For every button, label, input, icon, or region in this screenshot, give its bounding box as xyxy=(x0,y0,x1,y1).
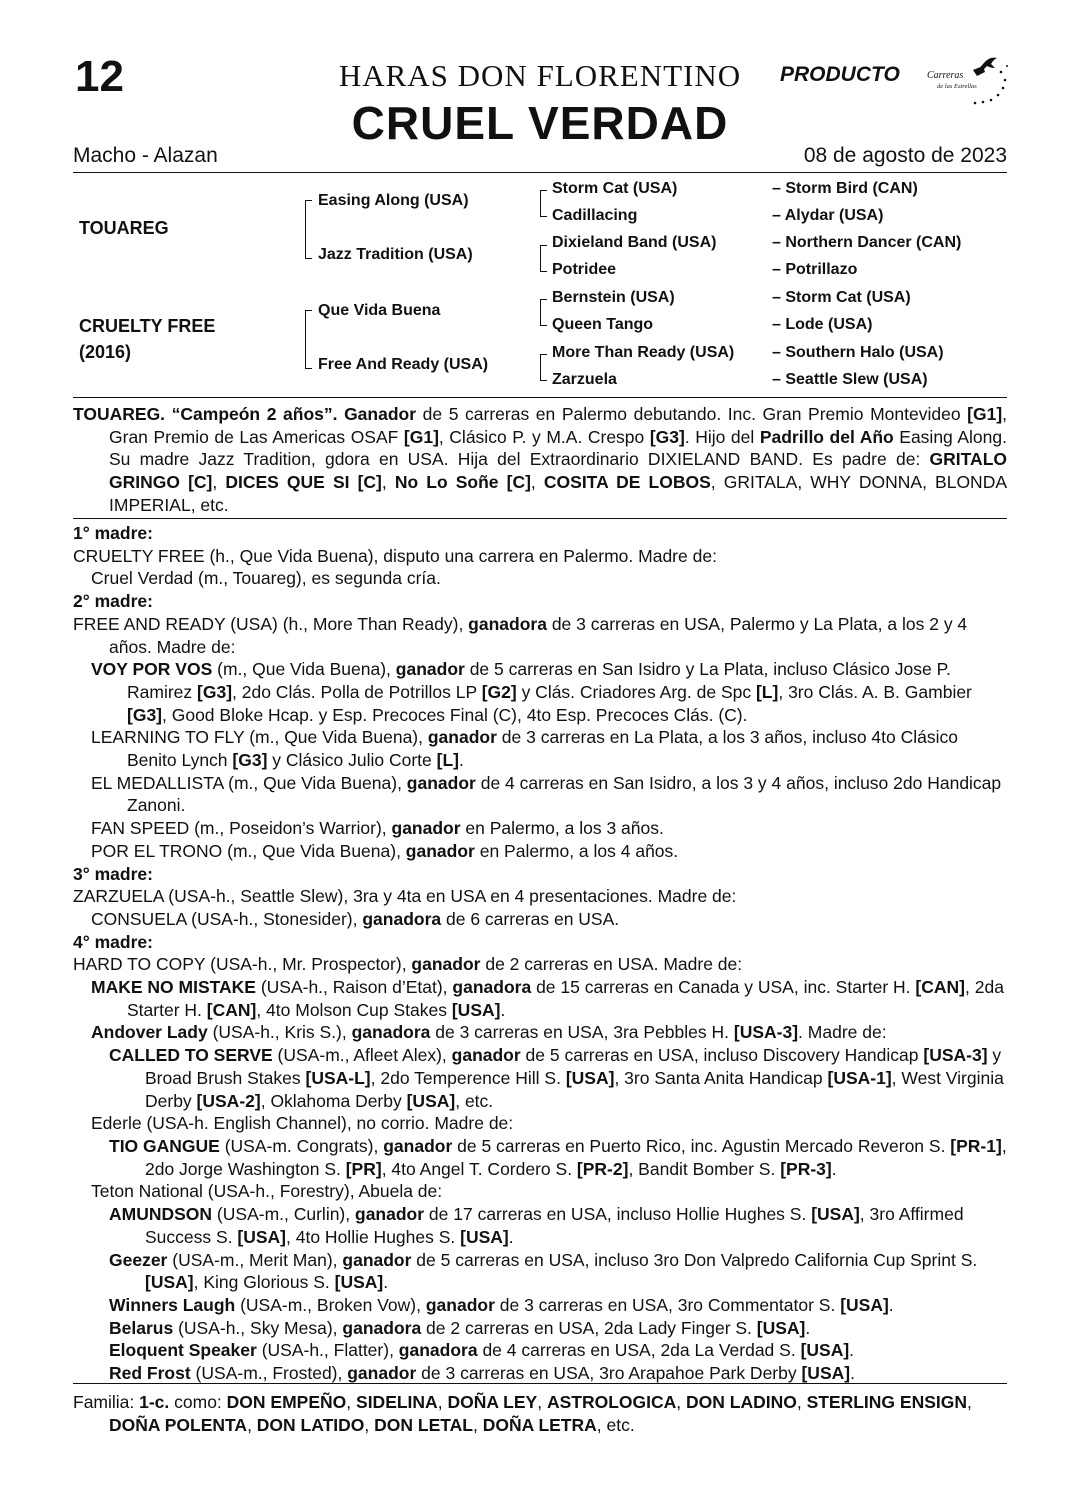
bold-text: Red Frost xyxy=(109,1363,191,1384)
bold-text: VOY POR VOS xyxy=(91,659,213,680)
bold-text: [USA] xyxy=(800,1340,850,1361)
bold-text: MAKE NO MISTAKE xyxy=(91,977,256,998)
text: 3° madre: xyxy=(73,863,153,884)
pedigree-gen4: Seattle Slew (USA) xyxy=(785,371,928,388)
text: (USA-m., Broken Vow), xyxy=(235,1294,426,1315)
family-entry xyxy=(73,840,1007,863)
bold-text: ganadora xyxy=(452,977,532,998)
text: en Palermo, a los 4 años. xyxy=(474,840,679,861)
bold-text: GRITALO GRINGO [C] xyxy=(109,449,1007,493)
family-entry xyxy=(73,658,1007,726)
text: , 4to Hollie Hughes S. xyxy=(286,1226,461,1247)
text: . Hijo del xyxy=(684,426,760,447)
bold-text: Andover Lady xyxy=(91,1022,208,1043)
text: de 17 carreras en USA, incluso Hollie Hughes S. xyxy=(424,1204,812,1225)
family-entry xyxy=(73,1249,1007,1294)
bold-text: ganadora xyxy=(468,613,547,634)
bold-text: [USA-2] xyxy=(196,1090,261,1111)
text: . xyxy=(849,1340,855,1361)
bold-text: [USA] xyxy=(334,1272,384,1293)
bold-text: ganador xyxy=(427,727,497,748)
family-entry xyxy=(73,1021,1007,1044)
bold-text: [USA-3] xyxy=(733,1022,799,1043)
text: (USA-h., Kris S.), xyxy=(207,1022,352,1043)
pedigree-gen4: Lode (USA) xyxy=(785,316,873,333)
bold-text: ganador xyxy=(405,840,475,861)
family-entry xyxy=(73,1294,1007,1317)
text: , 4to Angel T. Cordero S. xyxy=(381,1158,577,1179)
text: , West Virginia Derby xyxy=(145,1067,1004,1111)
bold-text: AMUNDSON xyxy=(109,1204,213,1225)
text: , King Glorious S. xyxy=(193,1272,335,1293)
text: , etc. xyxy=(596,1414,635,1435)
text: EL MEDALLISTA (m., Que Vida Buena), xyxy=(91,772,407,793)
text: CRUELTY FREE (h., Que Vida Buena), disputo una carrera en Palermo. Madre de: xyxy=(73,545,717,566)
text: , 2da Starter H. xyxy=(127,977,1004,1020)
text: como: xyxy=(169,1392,227,1412)
bold-text: COSITA DE LOBOS xyxy=(543,472,711,493)
text: FAN SPEED (m., Poseidon’s Warrior), xyxy=(91,818,392,839)
text: , xyxy=(796,1392,807,1412)
bold-text: ASTROLOGICA xyxy=(546,1392,677,1412)
text: de 2 carreras en USA. Madre de: xyxy=(480,954,743,975)
familia-paragraph xyxy=(73,1391,1007,1436)
bold-text: [USA] xyxy=(811,1204,860,1225)
text: en Palermo, a los 3 años. xyxy=(460,818,664,839)
pedigree-gen3: Bernstein (USA) xyxy=(552,289,675,306)
bold-text: [PR-1] xyxy=(950,1135,1002,1156)
pedigree-gen4: Alydar (USA) xyxy=(784,207,884,224)
section-heading xyxy=(73,931,1007,954)
bold-text: [USA] xyxy=(801,1363,851,1384)
text: , GRITALA, WHY DONNA, BLONDA IMPERIAL, etc. xyxy=(109,472,1008,515)
family-section xyxy=(73,522,1007,1385)
lot-number: 12 xyxy=(75,52,124,101)
text: , xyxy=(346,1392,357,1412)
text: (USA-h., Sky Mesa), xyxy=(173,1317,343,1338)
text: de 15 carreras en Canada y USA, inc. Starter H. xyxy=(531,977,916,998)
text: de 3 carreras en USA, 3ro Arapahoe Park Derby xyxy=(416,1363,802,1384)
family-entry xyxy=(73,953,1007,976)
text: de 3 carreras en USA, 3ro Commentator S. xyxy=(494,1294,841,1315)
bold-text: DICES QUE SI [C] xyxy=(225,472,382,493)
text: , xyxy=(247,1414,257,1435)
text: (USA-m. Congrats), xyxy=(219,1135,384,1156)
bold-text: ganador xyxy=(425,1294,495,1315)
family-entry xyxy=(73,817,1007,840)
text: de 5 carreras en USA, incluso 3ro Don Valpredo California Cup Sprint S. xyxy=(411,1249,978,1270)
section-heading xyxy=(73,522,1007,545)
text: , xyxy=(967,1392,972,1412)
bold-text: [G3] xyxy=(232,750,268,771)
pedigree-gen3: Storm Cat (USA) xyxy=(552,180,678,197)
birth-date: 08 de agosto de 2023 xyxy=(803,144,1007,167)
bold-text: Winners Laugh xyxy=(109,1294,236,1315)
text: , xyxy=(472,1414,483,1435)
text: . Madre de: xyxy=(798,1022,887,1043)
text: ZARZUELA (USA-h., Seattle Slew), 3ra y 4ta en USA en 4 presentaciones. Madre de: xyxy=(73,886,737,907)
text: , xyxy=(676,1392,686,1412)
pedigree-gen4: Potrillazo xyxy=(785,261,858,278)
bold-text: Geezer xyxy=(109,1249,168,1270)
family-entry xyxy=(73,772,1007,817)
text: de 2 carreras en USA, 2da Lady Finger S. xyxy=(421,1317,757,1338)
divider xyxy=(73,172,1007,173)
logo-text-1: Carreras xyxy=(927,70,964,81)
text: de 5 carreras en Palermo debutando. Inc. Gran Premio Montevideo xyxy=(416,404,968,424)
text: de 6 carreras en USA. xyxy=(441,908,620,929)
logo-text-2: de las Estrellas xyxy=(937,83,977,90)
family-entry xyxy=(73,567,1007,590)
bold-text: [USA] xyxy=(451,999,501,1020)
text: , 2do Jorge Washington S. xyxy=(145,1135,1007,1179)
sex-color: Macho - Alazan xyxy=(73,144,218,167)
bold-text: [G3] xyxy=(127,704,162,725)
familia-section xyxy=(73,1391,1007,1436)
bold-text: ganadora xyxy=(342,1317,422,1338)
family-entry xyxy=(73,1112,1007,1135)
text: . xyxy=(888,1294,894,1315)
section-heading xyxy=(73,590,1007,613)
bold-text: DOÑA LEY xyxy=(447,1392,538,1412)
text: LEARNING TO FLY (m., Que Vida Buena), xyxy=(91,727,428,748)
bold-text: ganador xyxy=(391,818,461,839)
bold-text: DOÑA LETRA xyxy=(482,1414,597,1435)
family-entry xyxy=(73,1362,1007,1385)
text: , Bandit Bomber S. xyxy=(628,1158,781,1179)
pedigree-gen4: Southern Halo (USA) xyxy=(785,344,944,361)
family-entry xyxy=(73,1339,1007,1362)
text: y Clás. Criadores Arg. de Spc xyxy=(516,681,756,702)
text: , etc. xyxy=(455,1090,494,1111)
text: , xyxy=(381,472,395,493)
bold-text: [G1] xyxy=(967,404,1003,424)
bold-text: [CAN] xyxy=(206,999,257,1020)
section-heading xyxy=(73,863,1007,886)
text: POR EL TRONO (m., Que Vida Buena), xyxy=(91,840,406,861)
text: de 3 carreras en USA, Palermo y La Plata, a los 2 y 4 años. Madre de: xyxy=(109,613,968,657)
pedigree-gen3: Potridee xyxy=(552,261,617,278)
text: de 3 carreras en La Plata, a los 3 años, incluso 4to Clásico Benito Lynch xyxy=(127,727,958,771)
text: CONSUELA (USA-h., Stonesider), xyxy=(91,908,363,929)
text: y Broad Brush Stakes xyxy=(145,1045,1002,1088)
bold-text: [USA] xyxy=(460,1226,509,1247)
pedigree-dam-year: (2016) xyxy=(79,342,132,362)
text: Cruel Verdad (m., Touareg), es segunda cría. xyxy=(91,568,441,589)
text: , 3ro Santa Anita Handicap xyxy=(614,1067,828,1088)
text: , Oklahoma Derby xyxy=(260,1090,407,1111)
text: de 5 carreras en Puerto Rico, inc. Agustin Mercado Reveron S. xyxy=(452,1135,951,1156)
bold-text: [G3] xyxy=(197,681,233,702)
text: , xyxy=(530,472,544,493)
bold-text: ganador xyxy=(395,659,465,680)
pedigree-gen3: Queen Tango xyxy=(552,316,654,333)
family-entry xyxy=(73,1135,1007,1180)
bold-text: 1-c. xyxy=(139,1392,170,1412)
text: de 4 carreras en San Isidro, a los 3 y 4 años, incluso 2do Handicap Zanoni. xyxy=(127,772,1002,816)
bold-text: ganador xyxy=(383,1135,453,1156)
family-entry xyxy=(73,885,1007,908)
family-entry xyxy=(73,908,1007,931)
bold-text: [G1] xyxy=(403,426,439,447)
bold-text: [G2] xyxy=(481,681,517,702)
text: de 5 carreras en San Isidro y La Plata, incluso Clásico Jose P. Ramirez xyxy=(127,659,951,702)
bold-text: Belarus xyxy=(109,1317,174,1338)
pedigree-gen3: Dixieland Band (USA) xyxy=(552,234,717,251)
bold-text: CALLED TO SERVE xyxy=(109,1045,273,1066)
text: , Clásico P. y M.A. Crespo xyxy=(438,426,650,447)
bold-text: ganadora xyxy=(398,1340,478,1361)
text: de 5 carreras en USA, incluso Discovery Handicap xyxy=(520,1045,924,1066)
family-entry xyxy=(73,726,1007,771)
bold-text: [L] xyxy=(436,750,459,771)
divider xyxy=(73,397,1007,398)
bold-text: DON LATIDO xyxy=(256,1414,365,1435)
text: . xyxy=(383,1272,389,1293)
pedigree-gen4: Storm Cat (USA) xyxy=(785,289,911,306)
pedigree-gen4: Storm Bird (CAN) xyxy=(785,180,918,197)
text: HARD TO COPY (USA-h., Mr. Prospector), xyxy=(73,954,412,975)
bold-text: No Lo Soñe [C] xyxy=(394,472,531,493)
text: , 3ro Affirmed Success S. xyxy=(145,1204,964,1247)
bold-text: [PR-2] xyxy=(576,1158,629,1179)
text: (m., Que Vida Buena), xyxy=(212,659,396,680)
family-entry xyxy=(73,613,1007,658)
horse-name: CRUEL VERDAD xyxy=(351,97,729,149)
bold-text: [USA] xyxy=(237,1226,287,1247)
bold-text: [USA] xyxy=(756,1317,806,1338)
text: , 2do Clás. Polla de Potrillos LP xyxy=(232,681,482,702)
text: FREE AND READY (USA) (h., More Than Ready), xyxy=(73,613,469,634)
bold-text: ganador xyxy=(451,1045,521,1066)
producto-label: PRODUCTO xyxy=(780,63,900,86)
text: (USA-m., Afleet Alex), xyxy=(272,1045,452,1066)
text: . xyxy=(508,1226,514,1247)
pedigree-gen2: Que Vida Buena xyxy=(318,302,441,319)
text: . xyxy=(850,1363,855,1384)
bold-text: TIO GANGUE xyxy=(109,1135,220,1156)
text: , 3ro Clás. A. B. Gambier xyxy=(778,681,972,702)
pedigree-gen3: More Than Ready (USA) xyxy=(552,344,735,361)
text: , 4to Molson Cup Stakes xyxy=(256,999,452,1020)
text: y Clásico Julio Corte xyxy=(267,750,437,771)
bold-text: DON EMPEÑO xyxy=(226,1392,347,1412)
bold-text: [L] xyxy=(755,681,779,702)
divider xyxy=(73,1383,1007,1384)
bold-text: [CAN] xyxy=(915,977,965,998)
text: . xyxy=(459,750,464,771)
text: (USA-h., Flatter), xyxy=(256,1340,399,1361)
text: Ederle (USA-h. English Channel), no corrio. Madre de: xyxy=(91,1113,514,1134)
bold-text: [USA-1] xyxy=(827,1067,892,1088)
bold-text: ganador xyxy=(342,1249,412,1270)
bold-text: [USA] xyxy=(145,1272,194,1293)
family-entry xyxy=(73,1203,1007,1248)
text: de 4 carreras en USA, 2da La Verdad S. xyxy=(477,1340,801,1361)
bold-text: [G3] xyxy=(649,426,685,447)
bold-text: ganador xyxy=(355,1204,425,1225)
text: , xyxy=(364,1414,375,1435)
text: (USA-m., Merit Man), xyxy=(167,1249,343,1270)
family-entry xyxy=(73,1317,1007,1340)
text: Familia: xyxy=(73,1392,140,1412)
bold-text: [USA-3] xyxy=(923,1045,988,1066)
bold-text: DON LETAL xyxy=(374,1414,473,1435)
text: Teton National (USA-h., Forestry), Abuela de: xyxy=(91,1181,443,1202)
bold-text: ganadora xyxy=(351,1022,431,1043)
text: , xyxy=(437,1392,448,1412)
bold-text: [PR] xyxy=(345,1158,382,1179)
divider xyxy=(73,518,1007,519)
text: . xyxy=(500,999,506,1020)
text: , Gran Premio de Las Americas OSAF xyxy=(109,404,1008,447)
pedigree-dam: CRUELTY FREE xyxy=(79,316,216,336)
text: 4° madre: xyxy=(73,931,153,952)
text: , xyxy=(212,472,226,493)
family-entry xyxy=(73,545,1007,568)
text: . xyxy=(831,1158,837,1179)
text: , Good Bloke Hcap. y Esp. Precoces Final (C), 4to Esp. Precoces Clás. (C). xyxy=(162,704,748,725)
bold-text: DOÑA POLENTA xyxy=(109,1414,248,1435)
pedigree-gen3: Cadillacing xyxy=(552,207,638,224)
bold-text: TOUAREG. “Campeón 2 años”. Ganador xyxy=(73,404,417,424)
bold-text: Eloquent Speaker xyxy=(109,1340,257,1361)
text: (USA-m., Curlin), xyxy=(212,1204,355,1225)
text: 1° madre: xyxy=(73,523,153,543)
bold-text: DON LADINO xyxy=(686,1392,797,1412)
text: (USA-m., Frosted), xyxy=(190,1363,348,1384)
bold-text: [USA] xyxy=(840,1294,889,1315)
family-entry xyxy=(73,1044,1007,1112)
bold-text: STERLING ENSIGN xyxy=(806,1392,967,1412)
family-entry xyxy=(73,1180,1007,1203)
bold-text: [PR-3] xyxy=(780,1158,832,1179)
bold-text: ganadora xyxy=(362,908,442,929)
text: 2° madre: xyxy=(73,591,153,612)
text: , xyxy=(537,1392,547,1412)
pedigree-sire: TOUAREG xyxy=(79,218,169,238)
bold-text: [USA] xyxy=(406,1090,456,1111)
pedigree-gen2: Jazz Tradition (USA) xyxy=(318,246,473,263)
text: de 3 carreras en USA, 3ra Pebbles H. xyxy=(430,1022,734,1043)
haras-name: HARAS DON FLORENTINO xyxy=(338,58,742,93)
text: . xyxy=(805,1317,811,1338)
bold-text: ganador xyxy=(406,772,476,793)
bold-text: [USA] xyxy=(565,1067,615,1088)
bold-text: ganador xyxy=(411,954,481,975)
text: Easing Along. Su madre Jazz Tradition, gdora en USA. Hija del Extraordinario DIXIELAND BAND. Es padre de: xyxy=(109,426,1007,470)
text: (USA-h., Raison d’Etat), xyxy=(255,977,453,998)
bold-text: Padrillo del Año xyxy=(759,426,894,447)
pedigree-gen2: Easing Along (USA) xyxy=(318,192,469,209)
sire-section xyxy=(73,403,1007,517)
text: , 2do Temperence Hill S. xyxy=(370,1067,566,1088)
sire-paragraph xyxy=(73,403,1007,517)
family-entry xyxy=(73,976,1007,1021)
bold-text: SIDELINA xyxy=(356,1392,438,1412)
pedigree-gen4: Northern Dancer (CAN) xyxy=(785,234,962,251)
bold-text: [USA-L] xyxy=(305,1067,371,1088)
pedigree-gen2: Free And Ready (USA) xyxy=(318,356,489,373)
pedigree-gen3: Zarzuela xyxy=(552,371,617,388)
bold-text: ganador xyxy=(347,1363,417,1384)
